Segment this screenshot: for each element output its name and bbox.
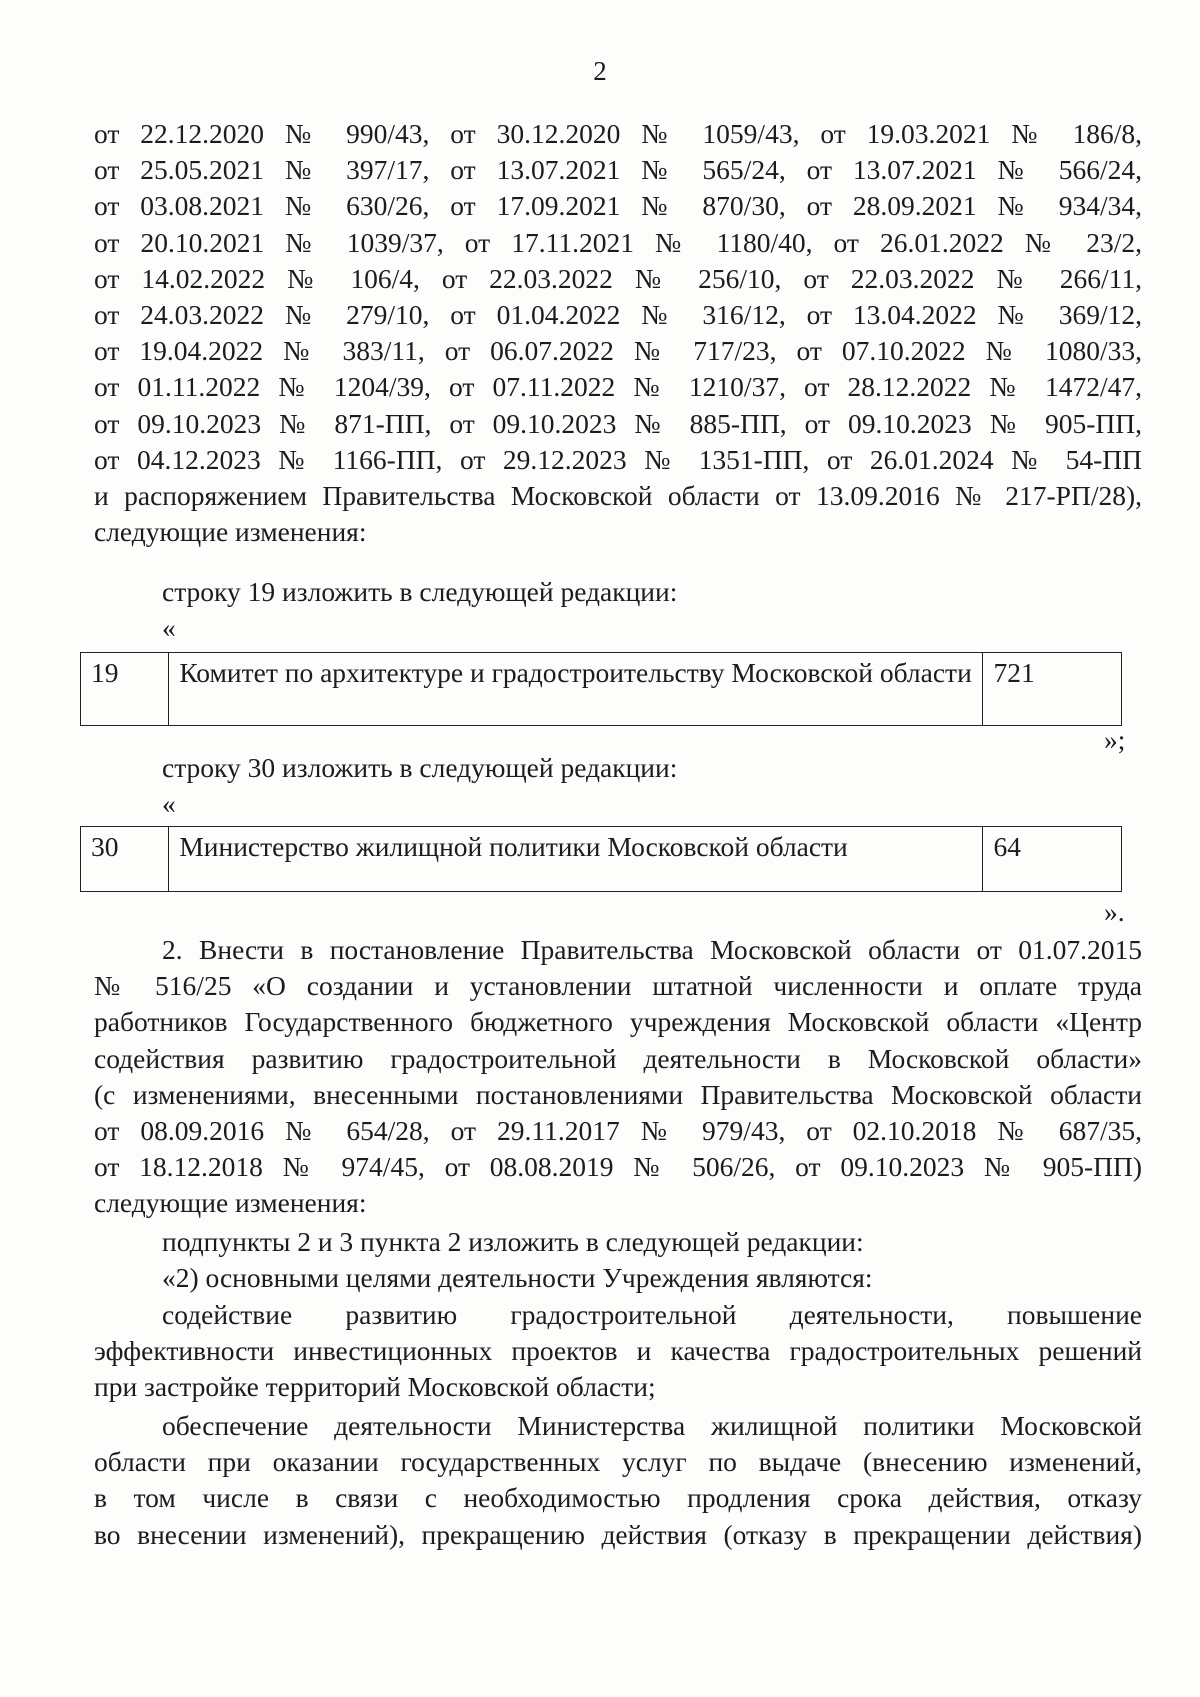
table-row [81,827,1122,892]
intro-line: от 09.10.2023 № 871-ПП, от 09.10.2023 № 885-ПП, от 09.10.2023 № 905-ПП, [94,407,1142,439]
goal2-paragraph [94,1408,1142,1553]
row19-value: 721 [983,653,1122,726]
page-number: 2 [593,56,607,86]
row19-number: 19 [81,653,169,726]
row30-intro: строку 30 изложить в следующей редакции: [162,752,678,783]
subpoints-intro: подпункты 2 и 3 пункта 2 изложить в следующей редакции: [162,1226,864,1257]
goal2-line: обеспечение деятельности Министерства жилищной политики Московской [162,1410,1142,1441]
intro-line: от 24.03.2022 № 279/10, от 01.04.2022 № 316/12, от 13.04.2022 № 369/12, [94,299,1142,331]
goals-intro: «2) основными целями деятельности Учреждения являются: [162,1262,873,1293]
section2-line: № 516/25 «О создании и установлении штатной численности и оплате труда [94,970,1142,1002]
goal2-line: области при оказании государственных услуг по выдаче (внесению изменений, [94,1446,1142,1478]
section2-line: 2. Внести в постановление Правительства Московской области от 01.07.2015 [162,934,1142,965]
section2-paragraph [94,932,1142,1222]
row19-table [80,652,1122,726]
row19-name: Комитет по архитектуре и градостроительству Московской области [169,653,983,726]
intro-paragraph [94,116,1142,550]
intro-line: от 01.11.2022 № 1204/39, от 07.11.2022 № 1210/37, от 28.12.2022 № 1472/47, [94,371,1142,403]
intro-line: от 22.12.2020 № 990/43, от 30.12.2020 № 1059/43, от 19.03.2021 № 186/8, [94,118,1142,149]
intro-line: следующие изменения: [94,516,367,548]
intro-line: от 25.05.2021 № 397/17, от 13.07.2021 № 565/24, от 13.07.2021 № 566/24, [94,154,1142,186]
intro-line: от 14.02.2022 № 106/4, от 22.03.2022 № 256/10, от 22.03.2022 № 266/11, [94,262,1142,294]
row19-intro: строку 19 изложить в следующей редакции: [162,576,678,607]
row30-number: 30 [81,827,169,892]
section2-line: работников Государственного бюджетного учреждения Московской области «Центр [94,1006,1142,1038]
goal2-line: во внесении изменений), прекращению действия (отказу в прекращении действия) [94,1518,1142,1550]
row30-name: Министерство жилищной политики Московской области [169,827,983,892]
section2-line: (с изменениями, внесенными постановлениями Правительства Московской области [94,1078,1142,1110]
row30-value: 64 [983,827,1122,892]
section2-line: от 08.09.2016 № 654/28, от 29.11.2017 № 979/43, от 02.10.2018 № 687/35, [94,1115,1142,1147]
intro-line: от 20.10.2021 № 1039/37, от 17.11.2021 № 1180/40, от 26.01.2022 № 23/2, [94,226,1142,258]
row19-open-quote: « [162,612,176,643]
section2-line: от 18.12.2018 № 974/45, от 08.08.2019 № 506/26, от 09.10.2023 № 905-ПП) [94,1151,1142,1183]
row30-table [80,826,1122,892]
section2-line: следующие изменения: [94,1187,367,1219]
goal2-line: в том числе в связи с необходимостью продления срока действия, отказу [94,1482,1142,1514]
table-row [81,653,1122,726]
goal1-line: эффективности инвестиционных проектов и качества градостроительных решений [94,1335,1142,1367]
section2-line: содействия развитию градостроительной деятельности в Московской области» [94,1042,1142,1074]
row19-close-quote: »; [1104,724,1126,755]
intro-line: и распоряжением Правительства Московской области от 13.09.2016 № 217-РП/28), [94,480,1142,512]
goal1-paragraph [94,1297,1142,1406]
intro-line: от 04.12.2023 № 1166-ПП, от 29.12.2023 № 1351-ПП, от 26.01.2024 № 54-ПП [94,443,1142,475]
intro-line: от 03.08.2021 № 630/26, от 17.09.2021 № 870/30, от 28.09.2021 № 934/34, [94,190,1142,222]
goal1-line: при застройке территорий Московской области; [94,1371,656,1403]
row30-close-quote: ». [1104,896,1125,927]
row30-open-quote: « [162,788,176,819]
goal1-line: содействие развитию градостроительной деятельности, повышение [162,1299,1142,1330]
intro-line: от 19.04.2022 № 383/11, от 06.07.2022 № 717/23, от 07.10.2022 № 1080/33, [94,335,1142,367]
